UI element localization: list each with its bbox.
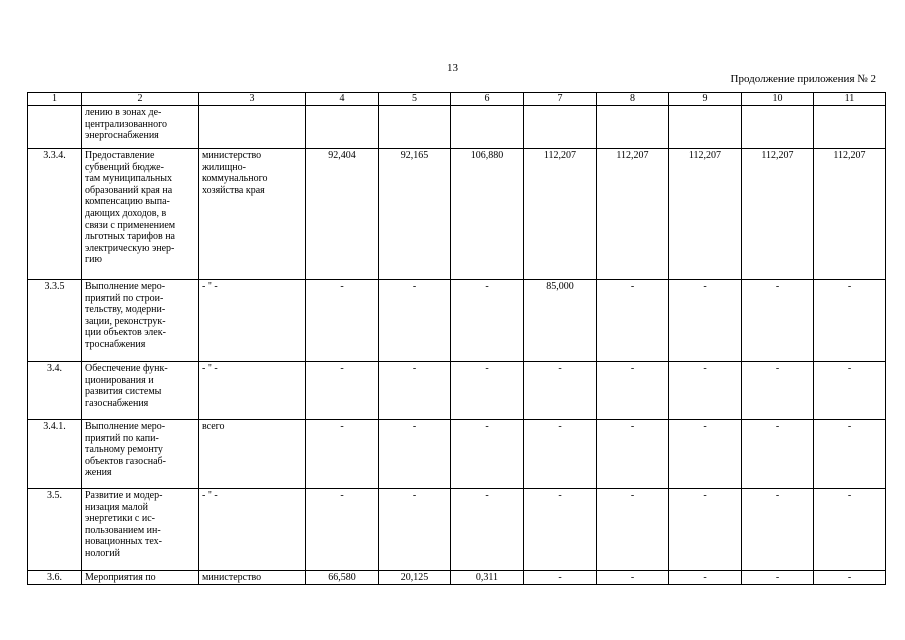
program-table [27,92,886,585]
row-value: - [524,571,597,585]
row-value: - [379,280,451,362]
header-cell: 3 [199,93,306,106]
header-cell: 11 [814,93,886,106]
row-value: - [669,420,742,489]
row-value: - [306,420,379,489]
row-value [379,106,451,149]
row-value: - [742,280,814,362]
row-value: 66,580 [306,571,379,585]
row-value: - [451,489,524,571]
row-name: лению в зонах де- централизованного энергоснабжения [82,106,199,149]
header-cell: 6 [451,93,524,106]
table-row [28,362,886,420]
row-executor: министерство жилищно- коммунального хозяйства края [199,149,306,280]
row-name: Мероприятия по [82,571,199,585]
row-value: - [597,420,669,489]
row-value: 92,404 [306,149,379,280]
row-number: 3.6. [28,571,82,585]
row-value: - [597,571,669,585]
row-value: - [524,362,597,420]
table-row [28,420,886,489]
row-value: - [814,280,886,362]
row-value: - [814,420,886,489]
row-value: - [669,571,742,585]
row-value: 106,880 [451,149,524,280]
row-value [669,106,742,149]
row-value: 112,207 [742,149,814,280]
row-value [451,106,524,149]
row-number: 3.4.1. [28,420,82,489]
row-value: 112,207 [669,149,742,280]
row-value: - [669,362,742,420]
row-value: - [451,362,524,420]
row-value: 92,165 [379,149,451,280]
row-name: Обеспечение функ- ционирования и развития системы газоснабжения [82,362,199,420]
row-name: Выполнение меро- приятий по строи- тельству, модерни- зации, реконструк- ции объектов элек- троснабжения [82,280,199,362]
row-executor: министерство [199,571,306,585]
row-executor: - " - [199,280,306,362]
row-value: 85,000 [524,280,597,362]
header-cell: 5 [379,93,451,106]
row-number: 3.3.4. [28,149,82,280]
row-executor: - " - [199,489,306,571]
row-value: - [669,280,742,362]
row-value: - [742,571,814,585]
row-value: - [597,280,669,362]
header-cell: 9 [669,93,742,106]
row-value: 0,311 [451,571,524,585]
row-name: Предоставление субвенций бюдже- там муниципальных образований края на компенсацию выпа- дающих доходов, в связи с применением льготных тарифов на электрическую энер- гию [82,149,199,280]
row-value: - [306,362,379,420]
header-cell: 10 [742,93,814,106]
row-value: - [524,489,597,571]
continuation-label: Продолжение приложения № 2 [730,73,876,85]
table-row [28,149,886,280]
table-row [28,106,886,149]
row-value: - [379,420,451,489]
header-cell: 4 [306,93,379,106]
row-value: - [742,489,814,571]
row-value [306,106,379,149]
row-name: Развитие и модер- низация малой энергетики с ис- пользованием ин- новационных тех- нологий [82,489,199,571]
row-executor [199,106,306,149]
row-value [814,106,886,149]
table-row [28,280,886,362]
row-value: - [742,362,814,420]
row-executor: всего [199,420,306,489]
row-value: - [451,280,524,362]
row-value: - [814,362,886,420]
row-value: - [669,489,742,571]
row-number: 3.3.5 [28,280,82,362]
row-value: 20,125 [379,571,451,585]
row-value: - [451,420,524,489]
row-value: - [306,489,379,571]
row-value: 112,207 [814,149,886,280]
row-value [524,106,597,149]
row-number: 3.4. [28,362,82,420]
row-number [28,106,82,149]
header-cell: 1 [28,93,82,106]
row-number: 3.5. [28,489,82,571]
table-row [28,489,886,571]
row-value: - [524,420,597,489]
row-value: - [597,489,669,571]
header-cell: 2 [82,93,199,106]
table-row [28,571,886,585]
page-number: 13 [447,62,458,74]
row-value: 112,207 [597,149,669,280]
header-cell: 7 [524,93,597,106]
row-value: - [379,489,451,571]
row-value: - [814,571,886,585]
row-name: Выполнение меро- приятий по капи- тальному ремонту объектов газоснаб- жения [82,420,199,489]
row-value: - [379,362,451,420]
header-cell: 8 [597,93,669,106]
row-value: - [742,420,814,489]
row-executor: - " - [199,362,306,420]
row-value: 112,207 [524,149,597,280]
row-value: - [814,489,886,571]
header-row [28,93,886,106]
row-value: - [306,280,379,362]
row-value [742,106,814,149]
row-value [597,106,669,149]
row-value: - [597,362,669,420]
